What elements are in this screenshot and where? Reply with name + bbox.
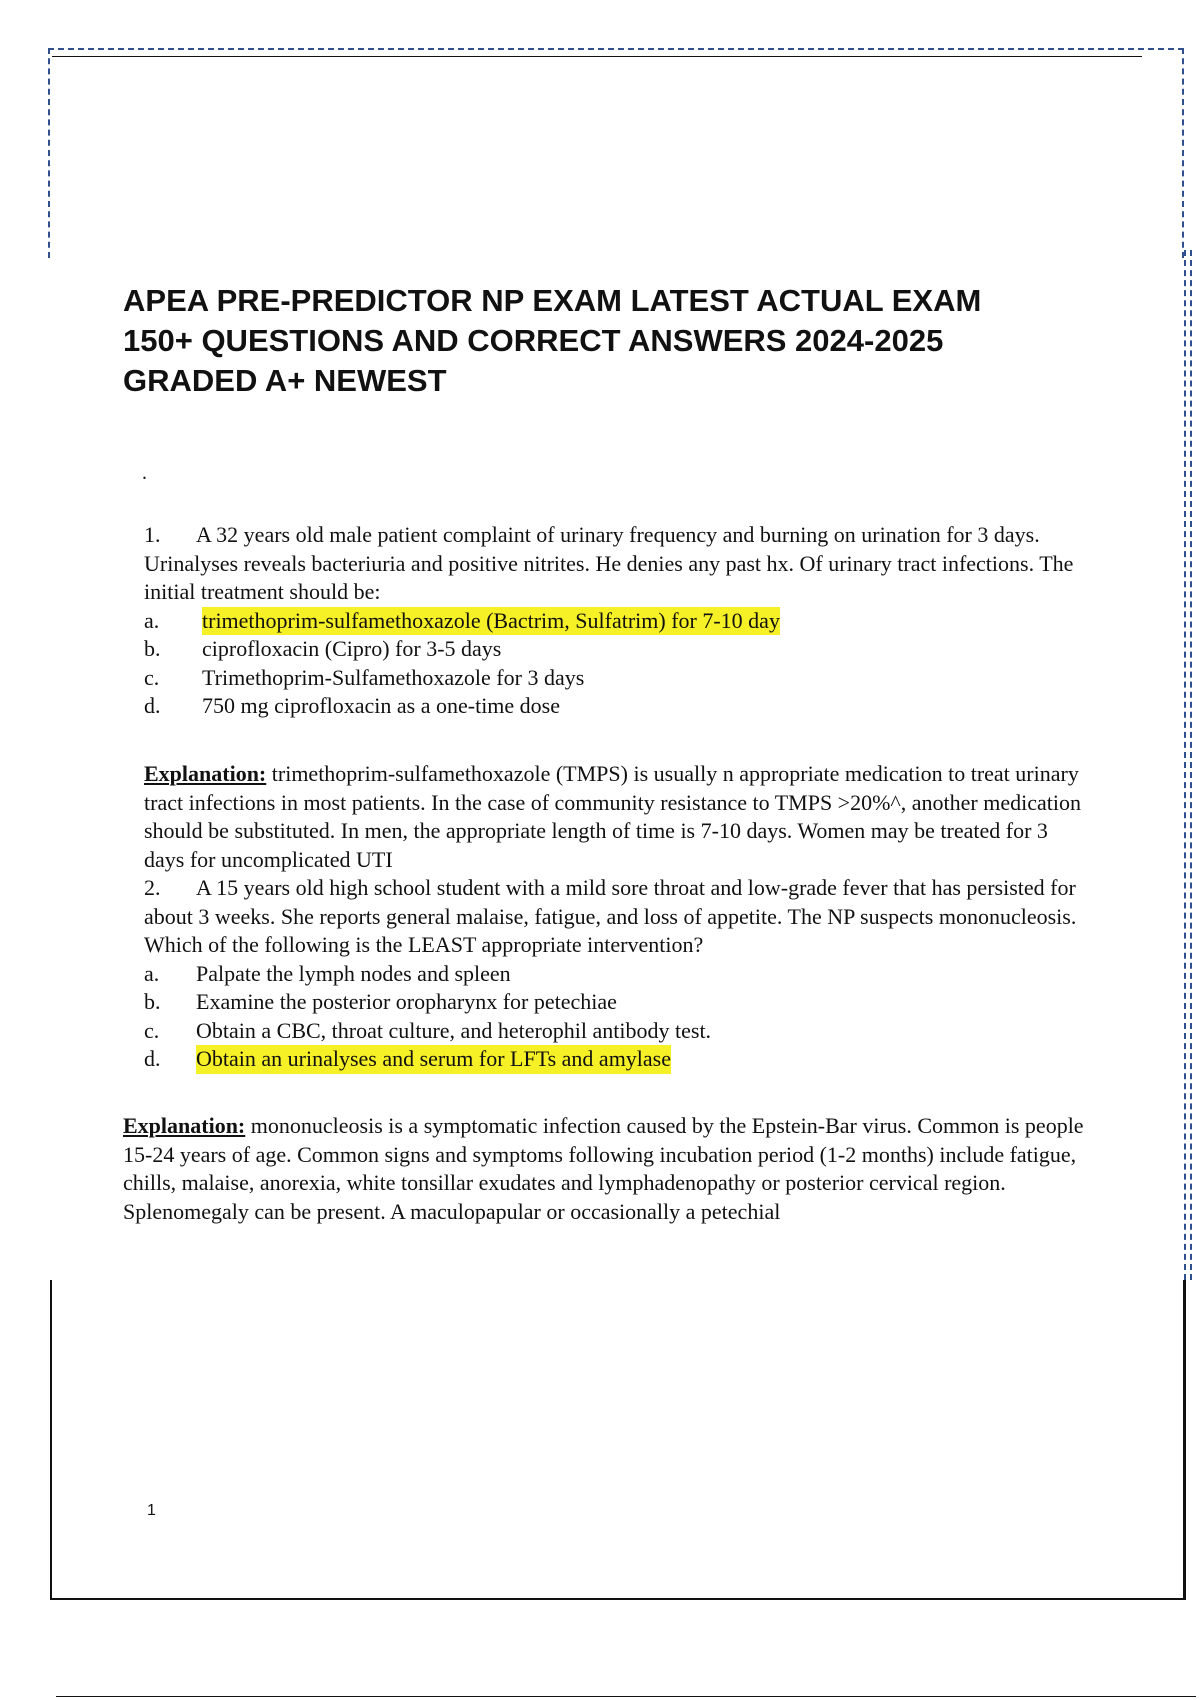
option-letter: b.: [144, 989, 161, 1014]
explanation-label: Explanation:: [123, 1113, 246, 1138]
explanation-1: [144, 760, 1089, 874]
option-letter: c.: [144, 1017, 160, 1043]
option-text: ciprofloxacin (Cipro) for 3-5 days: [202, 636, 502, 661]
page-bottom-rule: [56, 1696, 1196, 1697]
explanation-2-text: mononucleosis is a symptomatic infection caused by the Epstein-Bar virus. Common is people 15-24 years of age. Common signs and symptoms following incubation period (1-2 months) include fatigue, chills, malaise, anorexia, white tonsillar exudates and lymphadenopathy or posterior cervical region. Splenomegaly can be present. A maculopapular or occasionally a petechial: [123, 1113, 1084, 1224]
page-number: 1: [147, 1502, 156, 1519]
stray-dot: .: [142, 462, 147, 484]
question-2: [144, 874, 1089, 1074]
question-2-stem: [144, 874, 1089, 960]
question-2-text: A 15 years old high school student with a mild sore throat and low-grade fever that has persisted for about 3 weeks. She reports general malaise, fatigue, and loss of appetite. The NP suspects mononucleosis. Which of the following is the LEAST appropriate intervention?: [144, 875, 1077, 957]
explanation-label: Explanation:: [144, 761, 267, 786]
question-2-option-d: [144, 1045, 1089, 1074]
question-2-option-c: [144, 1017, 1089, 1046]
question-1-option-b: [144, 635, 1084, 664]
question-2-option-b: [144, 988, 1089, 1017]
option-letter: d.: [144, 693, 161, 718]
option-text-correct: Obtain an urinalyses and serum for LFTs and amylase: [196, 1045, 671, 1074]
question-1-text: A 32 years old male patient complaint of urinary frequency and burning on urination for 3 days. Urinalyses reveals bacteriuria and positive nitrites. He denies any past hx. Of urinary tract infections. The initial treatment should be:: [144, 522, 1074, 604]
option-letter: b.: [144, 636, 161, 661]
question-1-option-a: [144, 607, 1084, 636]
title-line-3: GRADED A+ NEWEST: [123, 363, 447, 398]
question-1-option-d: [144, 692, 1084, 721]
option-letter: c.: [144, 664, 160, 690]
page-frame-top-rule: [52, 56, 1142, 57]
option-letter: a.: [144, 960, 160, 986]
question-1-number: 1.: [144, 522, 161, 547]
explanation-1-text: trimethoprim-sulfamethoxazole (TMPS) is usually n appropriate medication to treat urinary tract infections in most patients. In the case of community resistance to TMPS >20%^, another medication should be substituted. In men, the appropriate length of time is 7-10 days. Women may be treated for 3 days for uncomplicated UTI: [144, 761, 1081, 872]
page-frame-top-dashed: [48, 48, 1184, 258]
option-text: Examine the posterior oropharynx for petechiae: [196, 989, 617, 1014]
question-1-option-c: [144, 664, 1084, 693]
question-1-stem: [144, 521, 1084, 607]
option-text: Obtain a CBC, throat culture, and heterophil antibody test.: [196, 1017, 712, 1043]
question-1: [144, 521, 1084, 721]
page-frame-right-dashed: [1184, 250, 1192, 1280]
question-2-number: 2.: [144, 875, 161, 900]
option-text-correct: trimethoprim-sulfamethoxazole (Bactrim, Sulfatrim) for 7-10 day: [202, 607, 780, 636]
question-2-option-a: [144, 960, 1089, 989]
explanation-2: [123, 1112, 1108, 1226]
explanation-1-block: [144, 760, 1089, 1074]
option-text: Palpate the lymph nodes and spleen: [196, 960, 511, 986]
option-letter: d.: [144, 1046, 161, 1071]
title-line-2: 150+ QUESTIONS AND CORRECT ANSWERS 2024-2025: [123, 323, 944, 358]
title-line-1: APEA PRE-PREDICTOR NP EXAM LATEST ACTUAL EXAM: [123, 283, 982, 318]
option-text: Trimethoprim-Sulfamethoxazole for 3 days: [202, 664, 585, 690]
document-title: [123, 281, 1083, 401]
option-text: 750 mg ciprofloxacin as a one-time dose: [202, 693, 561, 718]
page-frame-bottom: [50, 1280, 1186, 1600]
option-letter: a.: [144, 607, 160, 633]
